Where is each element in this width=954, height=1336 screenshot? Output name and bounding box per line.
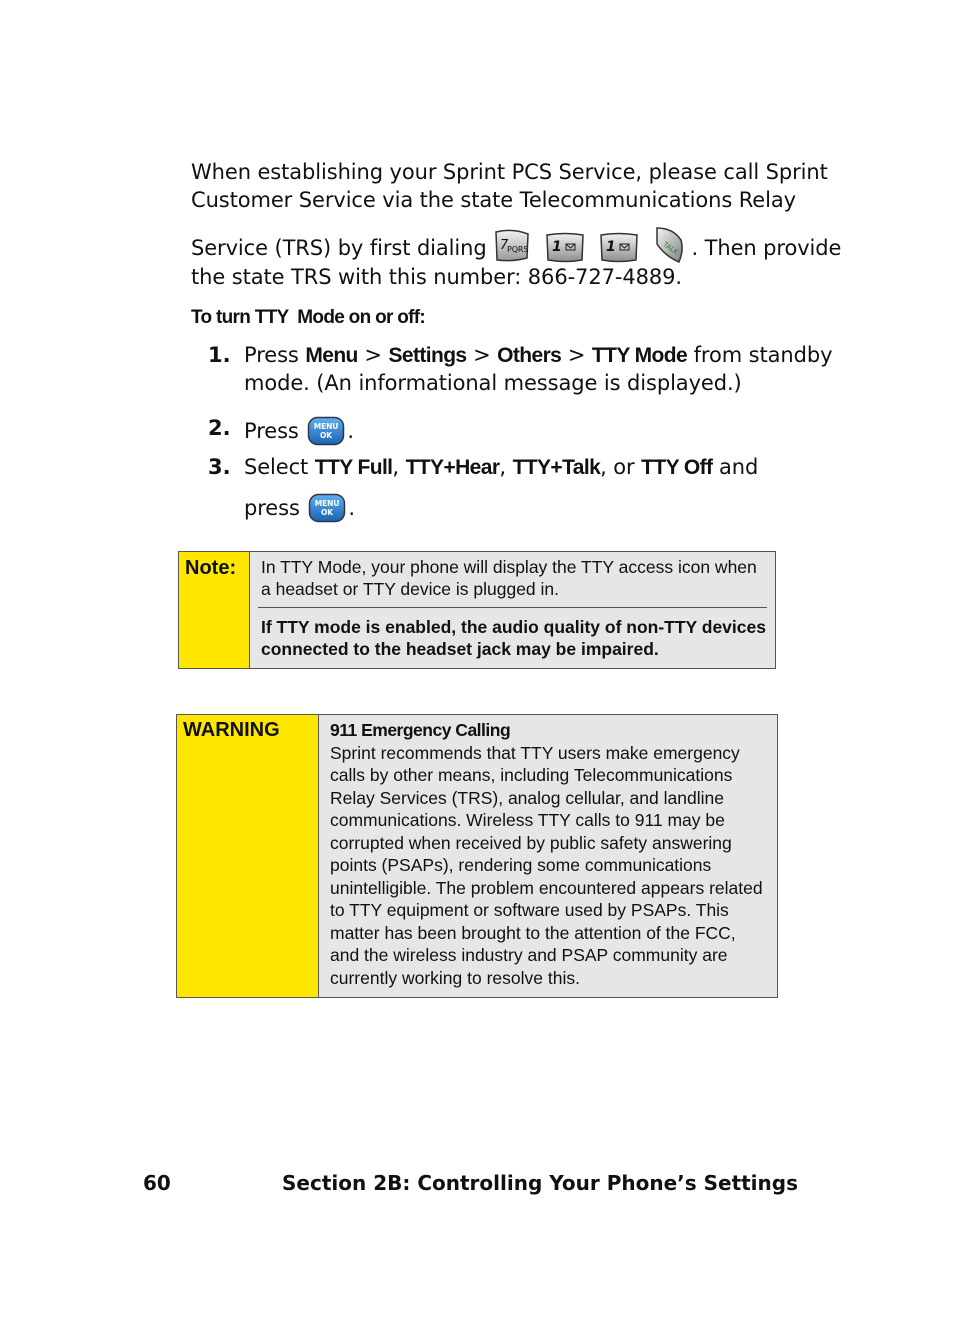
svg-text:1: 1 [551, 239, 562, 255]
note-paragraph-2: If TTY mode is enabled, the audio quality of non-TTY devices connected to the headset jack may be impaired. [261, 617, 766, 659]
intro-line-4: the state TRS with this number: 866-727-4889. [191, 265, 682, 289]
step-2-end: . [347, 419, 354, 443]
step-3-select: Select [244, 455, 309, 479]
option-tty-off: TTY Off [641, 456, 713, 479]
menu-path-menu: Menu [305, 344, 358, 367]
key-7-icon [493, 228, 531, 269]
warning-label: WARNING [177, 715, 319, 997]
path-separator: > [473, 343, 491, 367]
key-1-icon-2 [598, 232, 640, 269]
warning-title: 911 Emergency Calling [330, 720, 511, 740]
step-3-number: 3. [208, 455, 231, 479]
page-number: 60 [143, 1171, 171, 1195]
svg-text:1: 1 [606, 239, 616, 255]
menu-path-others: Others [497, 344, 562, 367]
section-title: Section 2B: Controlling Your Phone’s Settings [282, 1171, 798, 1195]
path-separator: > [364, 343, 382, 367]
intro-line-2: Customer Service via the state Telecommunications Relay [191, 188, 796, 212]
step-1-press: Press [244, 343, 299, 367]
procedure-heading: To turn TTY Mode on or off: [191, 307, 426, 328]
menu-key-line-1: MENU [315, 499, 340, 508]
step-3-line-2 [244, 493, 355, 528]
talk-label: TALK [661, 240, 680, 257]
key-1-icon [544, 232, 586, 269]
note-box [178, 551, 776, 669]
note-label: Note: [179, 552, 250, 668]
path-separator: > [567, 343, 586, 367]
or-text: , or [600, 455, 635, 479]
step-3-end: . [348, 496, 355, 520]
warning-box [176, 714, 778, 998]
step-3-line-1 [244, 455, 758, 480]
option-tty-hear: TTY+Hear [405, 456, 500, 479]
intro-line-3 [191, 226, 841, 269]
comma: , [392, 455, 399, 479]
menu-key-line-1: MENU [314, 422, 339, 431]
menu-path-settings: Settings [388, 344, 467, 367]
menu-ok-key-icon [307, 416, 345, 451]
step-2-line [244, 416, 354, 451]
menu-ok-key-icon-2 [308, 493, 346, 528]
menu-path-tty-mode: TTY Mode [591, 344, 688, 367]
option-tty-talk: TTY+Talk [512, 456, 601, 479]
note-divider [258, 607, 767, 608]
menu-key-line-2: OK [321, 508, 334, 517]
step-1-tail: from standby [693, 343, 833, 367]
step-1-line-1 [244, 343, 832, 368]
intro-line-1: When establishing your Sprint PCS Service, please call Sprint [191, 160, 828, 184]
warning-body [319, 715, 777, 997]
intro-line-3-before: Service (TRS) by first dialing [191, 236, 487, 260]
step-2-number: 2. [208, 416, 231, 440]
menu-key-line-2: OK [320, 431, 333, 440]
step-3-press: press [244, 496, 300, 520]
svg-text:7: 7 [500, 238, 509, 253]
comma: , [499, 455, 506, 479]
note-paragraph-1: In TTY Mode, your phone will display the TTY access icon when a headset or TTY device is plugged in. [261, 557, 757, 599]
step-3-and: and [719, 455, 759, 479]
intro-line-3-after: . Then provide [691, 236, 842, 260]
step-2-press: Press [244, 419, 299, 443]
warning-text: Sprint recommends that TTY users make emergency calls by other means, including Telecommunications Relay Services (TRS), analog cellular, and landline communications. Wireless TTY calls to 911 may be corrupted when received by public safety answering points (PSAPs), rendering some communications unintelligible. The problem encountered appears related to TTY equipment or software used by PSAPs. This matter has been brought to the attention of the FCC, and the wireless industry and PSAP community are currently working to resolve this. [330, 742, 763, 988]
talk-key-icon [653, 226, 685, 269]
step-1-number: 1. [208, 343, 231, 367]
note-body [250, 552, 775, 668]
step-1-line-2: mode. (An informational message is displayed.) [244, 371, 742, 395]
option-tty-full: TTY Full [314, 456, 393, 479]
key-7-sub: PQRS [507, 245, 529, 254]
